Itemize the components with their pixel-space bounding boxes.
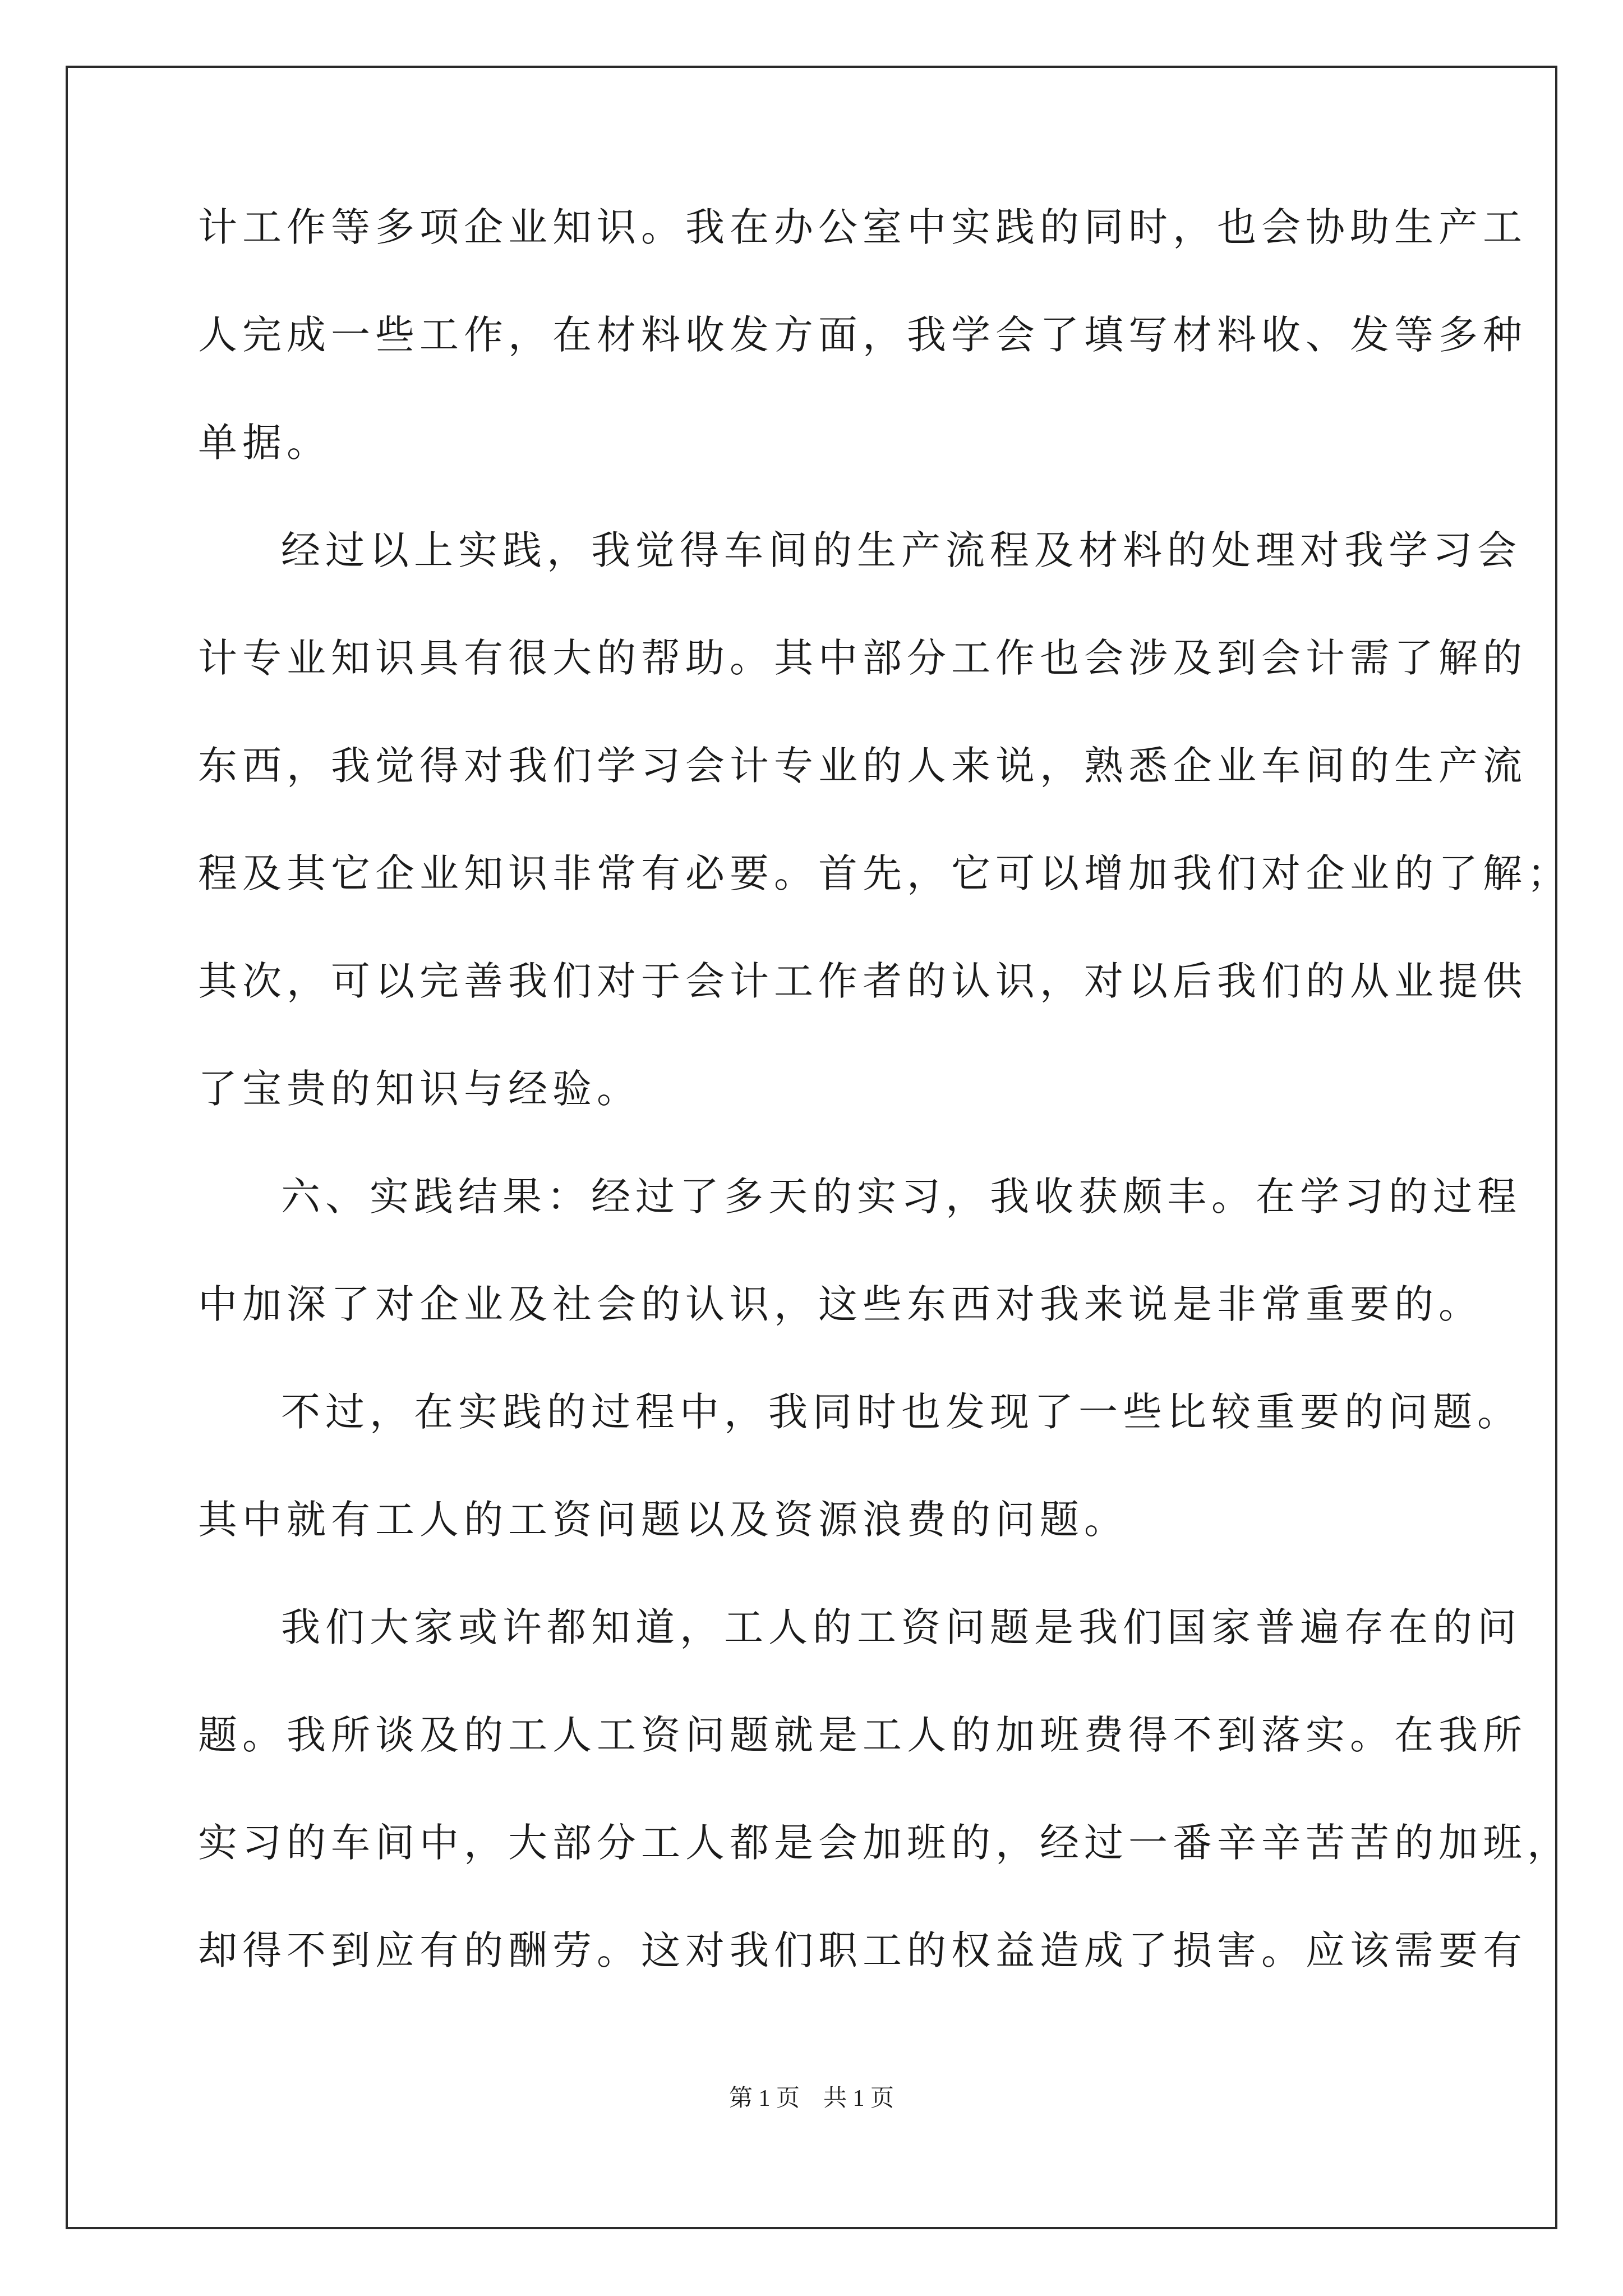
text-line: 我们大家或许都知道，工人的工资问题是我们国家普遍存在的问 <box>281 1604 1521 1650</box>
text-line: 程及其它企业知识非常有必要。首先，它可以增加我们对企业的了解； <box>198 850 1571 896</box>
text-line: 东西，我觉得对我们学习会计专业的人来说，熟悉企业车间的生产流 <box>198 743 1527 789</box>
text-line: 人完成一些工作，在材料收发方面，我学会了填写材料收、发等多种 <box>198 312 1527 358</box>
text-line: 六、实践结果：经过了多天的实习，我收获颇丰。在学习的过程 <box>281 1174 1521 1220</box>
text-line: 其中就有工人的工资问题以及资源浪费的问题。 <box>198 1497 1128 1543</box>
text-line: 其次，可以完善我们对于会计工作者的认识，对以后我们的从业提供 <box>198 958 1527 1004</box>
text-line: 计工作等多项企业知识。我在办公室中实践的同时，也会协助生产工 <box>198 204 1527 250</box>
text-line: 题。我所谈及的工人工资问题就是工人的加班费得不到落实。在我所 <box>198 1712 1527 1758</box>
text-line: 单据。 <box>198 420 331 466</box>
page-number-footer: 第 1 页 共 1 页 <box>728 2086 894 2111</box>
text-line: 实习的车间中，大部分工人都是会加班的，经过一番辛辛苦苦的加班， <box>198 1820 1571 1866</box>
text-line: 经过以上实践，我觉得车间的生产流程及材料的处理对我学习会 <box>281 527 1521 573</box>
text-line: 不过，在实践的过程中，我同时也发现了一些比较重要的问题。 <box>281 1389 1521 1435</box>
text-line: 了宝贵的知识与经验。 <box>198 1066 641 1112</box>
text-line: 中加深了对企业及社会的认识，这些东西对我来说是非常重要的。 <box>198 1281 1483 1327</box>
text-line: 却得不到应有的酬劳。这对我们职工的权益造成了损害。应该需要有 <box>198 1927 1527 1973</box>
document-body <box>198 204 1571 2039</box>
text-line: 计专业知识具有很大的帮助。其中部分工作也会涉及到会计需了解的 <box>198 635 1527 681</box>
